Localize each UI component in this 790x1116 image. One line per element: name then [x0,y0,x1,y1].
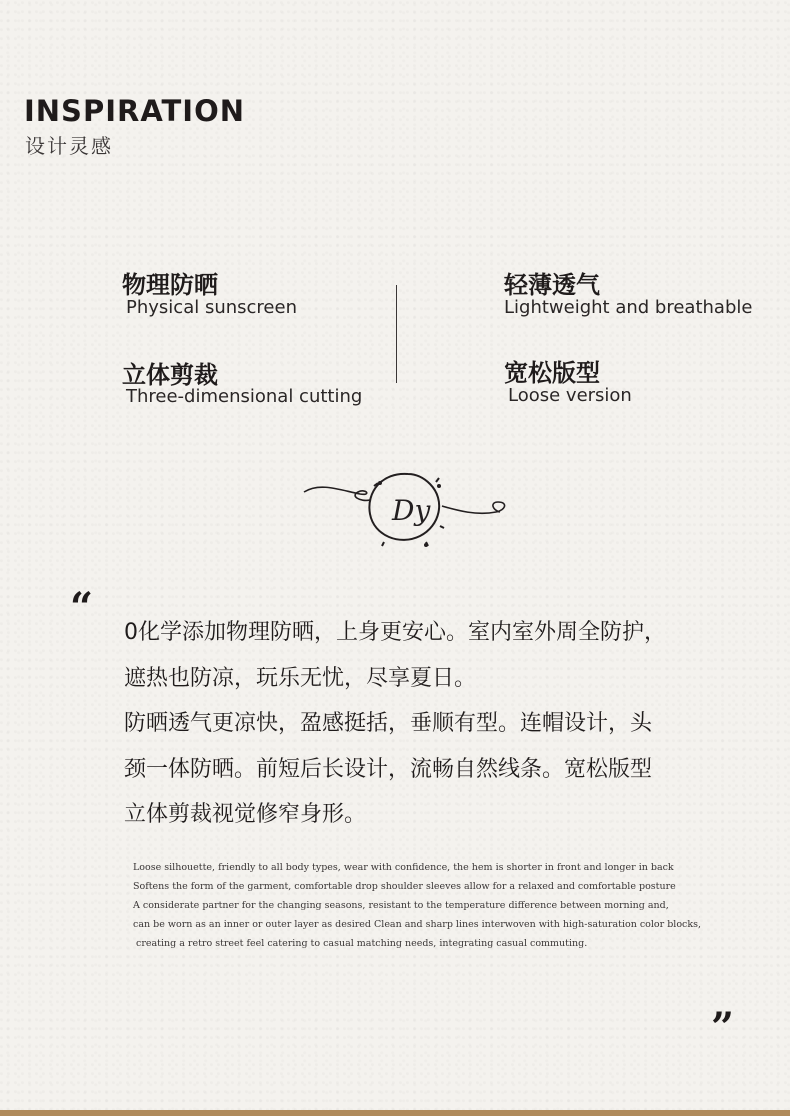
bottom-accent-bar [0,1110,790,1116]
feature-divider [396,285,397,383]
feature-2-title: 轻薄透气 [504,271,600,299]
description-paragraph [124,610,724,838]
feature-1-subtitle: Physical sunscreen [126,297,297,318]
section-subtitle: 设计灵感 [25,134,113,158]
feature-3-subtitle: Three-dimensional cutting [126,386,363,407]
section-title: INSPIRATION [24,94,246,128]
logo-text: Dy [392,494,431,527]
paragraph-line: 遮热也防凉，玩乐无忧，尽享夏日。 [124,665,477,691]
english-line: A considerate partner for the changing seasons, resistant to the temperature difference between morning and, [133,900,669,911]
feature-2-subtitle: Lightweight and breathable [504,297,753,318]
feature-3-title: 立体剪裁 [122,361,218,389]
feature-4-title: 宽松版型 [504,359,600,387]
close-quote-mark: ” [711,1004,735,1051]
feature-4-subtitle: Loose version [508,385,632,406]
paragraph-line: 防晒透气更凉快，盈感挺括，垂顺有型。连帽设计，头 [124,711,653,736]
open-quote-mark: “ [70,584,94,631]
paragraph-line: 0化学添加物理防晒，上身更安心。室内室外周全防护， [124,620,666,645]
feature-1-title: 物理防晒 [122,271,218,299]
english-line: can be worn as an inner or outer layer as desired Clean and sharp lines interwoven with high-saturation color blocks, [133,919,702,930]
english-description [133,858,702,953]
paragraph-line: 颈一体防晒。前短后长设计，流畅自然线条。宽松版型 [124,756,653,782]
english-line: Loose silhouette, friendly to all body types, wear with confidence, the hem is shorter in front and longer in back [133,862,674,873]
paragraph-line: 立体剪裁视觉修窄身形。 [124,802,367,827]
english-line: Softens the form of the garment, comfortable drop shoulder sleeves allow for a relaxed and comfortable posture [133,881,676,892]
brand-logo [300,462,512,554]
english-line: creating a retro street feel catering to casual matching needs, integrating casual commuting. [133,938,588,949]
